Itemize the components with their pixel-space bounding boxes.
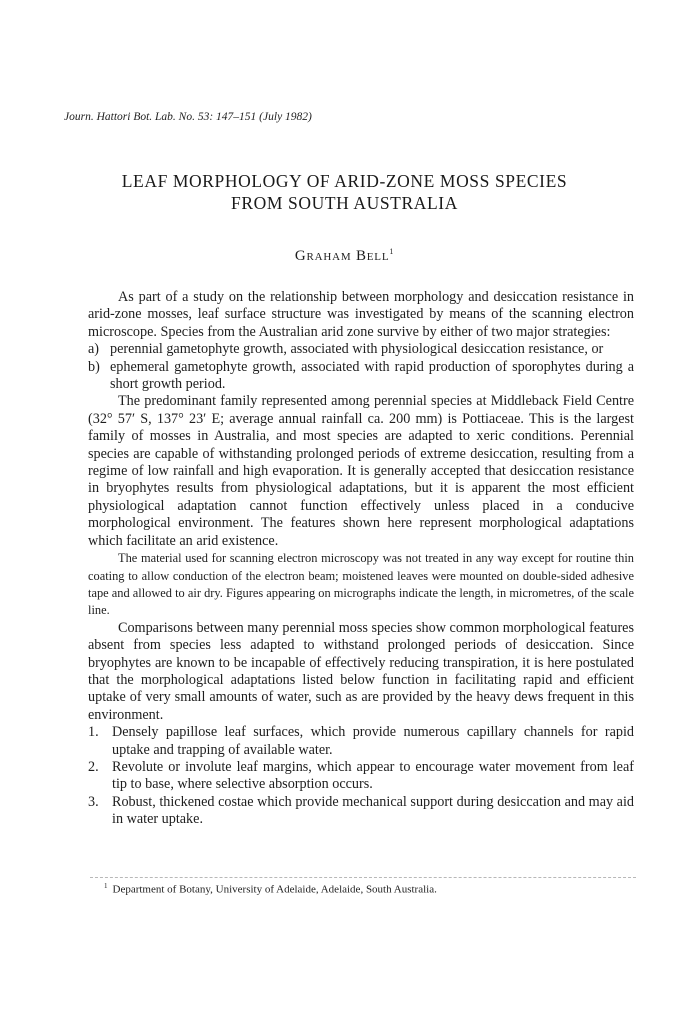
- list-item: [88, 724, 634, 759]
- list-item-text: Robust, thickened costae which provide mechanical support during desiccation and may aid in water uptake.: [112, 793, 634, 828]
- footnote-marker: 1: [104, 882, 108, 890]
- paper-title: [0, 170, 689, 214]
- journal-citation: Journ. Hattori Bot. Lab. No. 53: 147–151 (July 1982): [64, 111, 312, 123]
- list-marker: b): [88, 358, 100, 375]
- list-item-text: ephemeral gametophyte growth, associated with rapid production of sporophytes during a short growth period.: [110, 358, 634, 393]
- list-marker: a): [88, 341, 100, 358]
- author-footnote-marker: 1: [389, 247, 395, 256]
- author: [0, 247, 689, 265]
- list-item: [88, 794, 634, 829]
- list-item-text: perennial gametophyte growth, associated with physiological desiccation resistance, or: [110, 341, 604, 358]
- adaptations-list: [88, 724, 634, 828]
- article-body: [88, 289, 634, 829]
- list-item: [88, 759, 634, 794]
- comparisons-paragraph: Comparisons between many perennial moss species show common morphological features absent from species less adapted to withstand prolonged periods of desiccation. Since bryophytes are known to be incapable of effectively reducing transpiration, it is here postulated that the morphological adaptations listed below function in facilitating rapid and efficient uptake of very small amounts of water, such as are provided by the heavy dews frequent in this environment.: [88, 619, 634, 723]
- title-line-2: FROM SOUTH AUSTRALIA: [231, 193, 458, 213]
- list-item: [88, 341, 634, 358]
- list-item: [88, 359, 634, 394]
- strategies-list: [88, 341, 634, 393]
- footnote-text: Department of Botany, University of Adelaide, Adelaide, South Australia.: [112, 883, 437, 896]
- list-item-text: Densely papillose leaf surfaces, which provide numerous capillary channels for rapid uptake and trapping of available water.: [112, 724, 634, 758]
- list-marker: 3.: [88, 793, 99, 810]
- methods-paragraph: The material used for scanning electron microscopy was not treated in any way except for routine thin coating to allow conduction of the electron beam; moistened leaves were mounted on double-sided adhesive tape and allowed to air dry. Figures appearing on micrographs indicate the length, in micrometres, of the scale line.: [88, 551, 634, 618]
- footnote-divider: [90, 877, 636, 878]
- footnote: [104, 882, 437, 896]
- family-paragraph: The predominant family represented among perennial species at Middleback Field Centre (32° 57′ S, 137° 23′ E; average annual rainfall ca. 200 mm) is Pottiaceae. This is the largest family of mosses in Australia, and most species are adapted to xeric conditions. Perennial species are capable of withstanding prolonged periods of extreme desiccation, resulting from a regime of low rainfall and high evaporation. It is generally accepted that desiccation resistance in bryophytes results from physiological adaptations, but it is apparent the most efficient physiological adaptation cannot function effectively unless placed in a conducive morphological environment. The features shown here represent morphological adaptations which facilitate an arid existence.: [88, 393, 634, 549]
- list-marker: 1.: [88, 724, 99, 741]
- list-item-text: Revolute or involute leaf margins, which appear to encourage water movement from leaf tip to base, where selective absorption occurs.: [112, 758, 634, 793]
- author-name: Graham Bell: [294, 248, 390, 264]
- title-line-1: LEAF MORPHOLOGY OF ARID-ZONE MOSS SPECIES: [121, 171, 568, 191]
- intro-paragraph: As part of a study on the relationship between morphology and desiccation resistance in arid-zone mosses, leaf surface structure was investigated by means of the scanning electron microscope. Species from the Australian arid zone survive by either of two major strategies:: [88, 289, 634, 340]
- list-marker: 2.: [88, 758, 99, 775]
